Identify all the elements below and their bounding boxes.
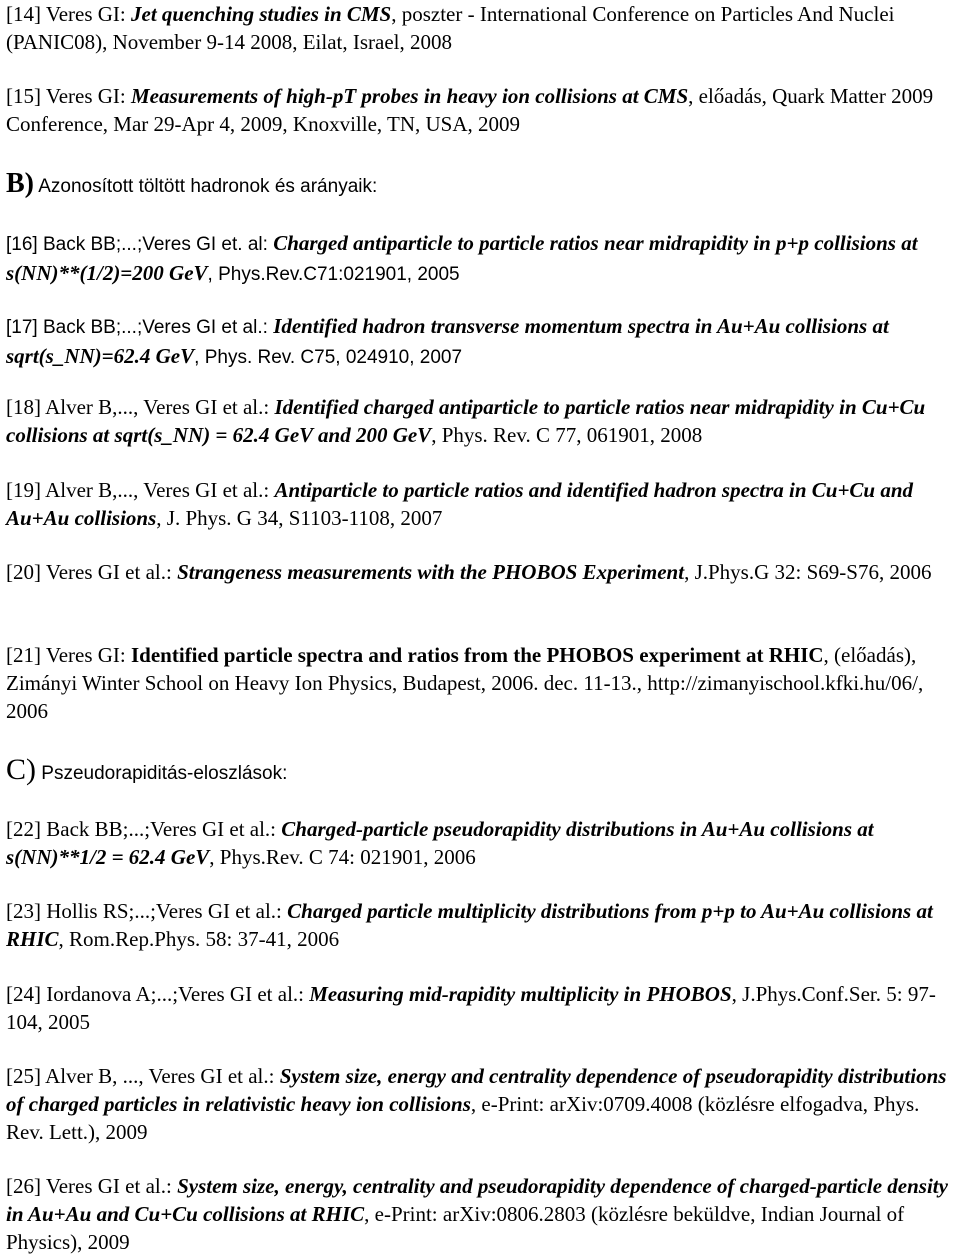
- reference-source: , Phys.Rev.C71:021901, 2005: [207, 264, 460, 285]
- reference-title: Strangeness measurements with the PHOBOS Experiment: [177, 560, 685, 584]
- section-title: Pszeudorapiditás-eloszlások:: [36, 763, 288, 784]
- reference-title: Identified charged antiparticle to particle ratios near midrapidity in Cu+Cu collisions at sqrt(s_NN) = 62.4 GeV and 200 GeV: [6, 395, 926, 447]
- reference-source: , Rom.Rep.Phys. 58: 37-41, 2006: [58, 927, 340, 951]
- section-b-heading: [6, 170, 377, 201]
- reference-authors: [15] Veres GI:: [6, 84, 131, 108]
- reference-title: Charged antiparticle to particle ratios near midrapidity in p+p collisions at s(NN)**(1/2)=200 GeV: [6, 231, 918, 285]
- section-c-heading: [6, 753, 288, 788]
- reference-25: [6, 1062, 956, 1146]
- reference-23: [6, 897, 956, 953]
- reference-title: System size, energy, centrality and pseudorapidity dependence of charged-particle density in Au+Au and Cu+Cu collisions at RHIC: [6, 1174, 948, 1226]
- reference-title: System size, energy and centrality dependence of pseudorapidity distributions of charged particles in relativistic heavy ion collisions: [6, 1064, 947, 1116]
- reference-source: , e-Print: arXiv:0806.2803 (közlésre beküldve, Indian Journal of Physics), 2009: [6, 1202, 905, 1254]
- reference-title: Measurements of high-pT probes in heavy ion collisions at CMS: [131, 84, 689, 108]
- reference-authors: [24] Iordanova A;...;Veres GI et al.:: [6, 982, 310, 1006]
- reference-source: , J.Phys.G 32: S69-S76, 2006: [684, 560, 932, 584]
- reference-authors: [23] Hollis RS;...;Veres GI et al.:: [6, 899, 288, 923]
- section-letter: B): [6, 168, 34, 199]
- reference-authors: [18] Alver B,..., Veres GI et al.:: [6, 395, 275, 419]
- reference-source: , J. Phys. G 34, S1103-1108, 2007: [156, 506, 443, 530]
- reference-title: Antiparticle to particle ratios and identified hadron spectra in Cu+Cu and Au+Au collisions: [6, 478, 914, 530]
- reference-title: Charged-particle pseudorapidity distributions in Au+Au collisions at s(NN)**1/2 = 62.4 GeV: [6, 817, 874, 869]
- reference-authors: [25] Alver B, ..., Veres GI et al.:: [6, 1064, 280, 1088]
- reference-16: [6, 229, 956, 289]
- reference-source: , poszter - International Conference on Particles And Nuclei (PANIC08), November 9-14 2008, Eilat, Israel, 2008: [6, 2, 895, 54]
- reference-authors: [14] Veres GI:: [6, 2, 131, 26]
- reference-authors: [19] Alver B,..., Veres GI et al.:: [6, 478, 275, 502]
- reference-26: [6, 1172, 956, 1256]
- reference-18: [6, 393, 956, 449]
- section-letter: C): [6, 753, 36, 786]
- reference-title: Jet quenching studies in CMS: [131, 2, 392, 26]
- reference-21: [6, 641, 956, 725]
- reference-source: , előadás, Quark Matter 2009 Conference, Mar 29-Apr 4, 2009, Knoxville, TN, USA, 2009: [6, 84, 934, 136]
- section-title: Azonosított töltött hadronok és arányaik:: [34, 176, 378, 197]
- reference-source: , Phys.Rev. C 74: 021901, 2006: [209, 845, 476, 869]
- reference-20: [6, 558, 956, 586]
- reference-source: , (előadás), Zimányi Winter School on Heavy Ion Physics, Budapest, 2006. dec. 11-13., http://zimanyischool.kfki.hu/06/, 2006: [6, 643, 924, 723]
- reference-authors: [21] Veres GI:: [6, 643, 131, 667]
- reference-title: Measuring mid-rapidity multiplicity in PHOBOS: [309, 982, 732, 1006]
- reference-title: Identified particle spectra and ratios from the PHOBOS experiment at RHIC: [131, 643, 824, 667]
- reference-authors: [17] Back BB;...;Veres GI et al.:: [6, 317, 274, 338]
- reference-22: [6, 815, 956, 871]
- reference-authors: [16] Back BB;...;Veres GI et. al:: [6, 234, 274, 255]
- reference-15: [6, 82, 956, 138]
- reference-source: , J.Phys.Conf.Ser. 5: 97-104, 2005: [6, 982, 936, 1034]
- reference-title: Charged particle multiplicity distributions from p+p to Au+Au collisions at RHIC: [6, 899, 933, 951]
- reference-title: Identified hadron transverse momentum spectra in Au+Au collisions at sqrt(s_NN)=62.4 GeV: [6, 314, 889, 368]
- reference-17: [6, 312, 956, 372]
- reference-14: [6, 0, 956, 56]
- reference-authors: [20] Veres GI et al.:: [6, 560, 178, 584]
- reference-authors: [26] Veres GI et al.:: [6, 1174, 178, 1198]
- reference-19: [6, 476, 956, 532]
- reference-source: , Phys. Rev. C75, 024910, 2007: [194, 347, 463, 368]
- reference-24: [6, 980, 956, 1036]
- reference-source: , Phys. Rev. C 77, 061901, 2008: [431, 423, 703, 447]
- reference-authors: [22] Back BB;...;Veres GI et al.:: [6, 817, 282, 841]
- reference-source: , e-Print: arXiv:0709.4008 (közlésre elfogadva, Phys. Rev. Lett.), 2009: [6, 1092, 920, 1144]
